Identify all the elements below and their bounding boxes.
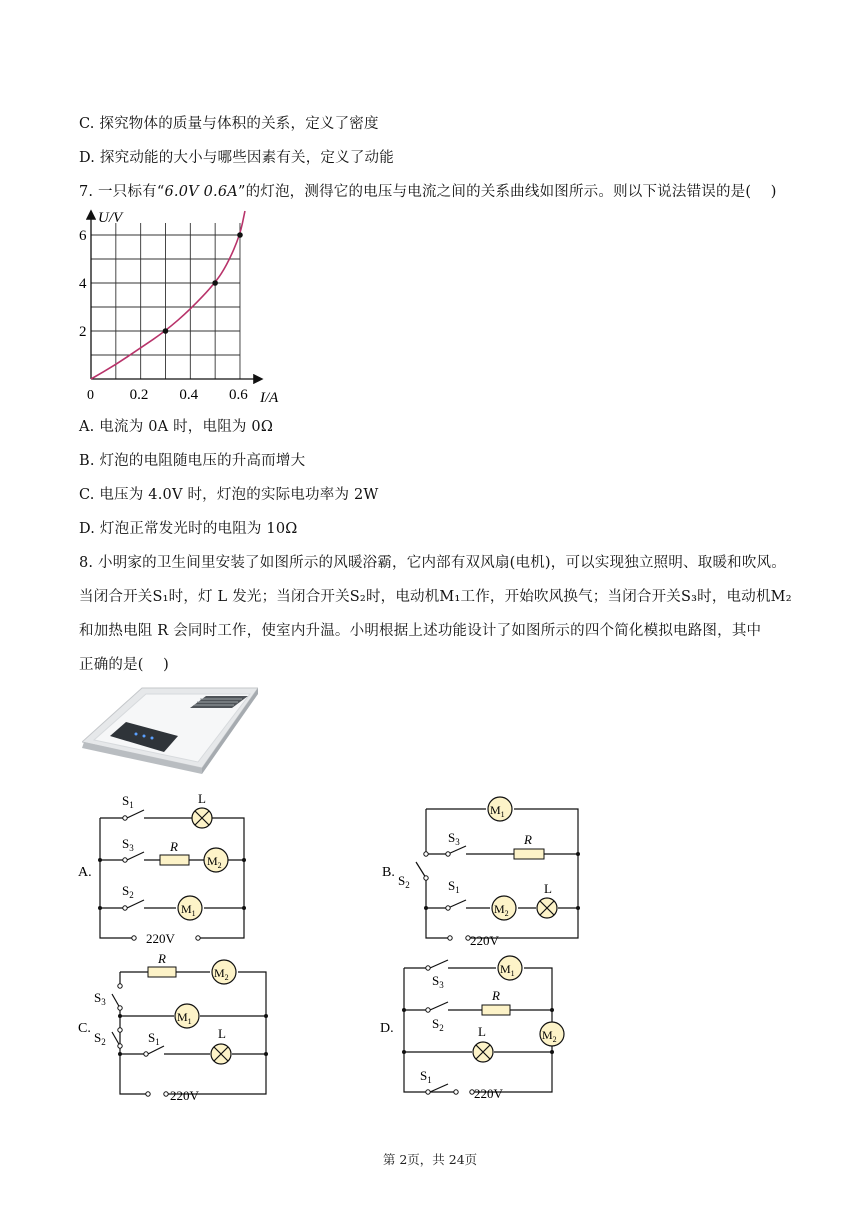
graph-grid <box>91 223 240 379</box>
q8-line-3: 和加热电阻 R 会同时工作，使室内升温。小明根据上述功能设计了如图所示的四个简化模拟电路图，其中 <box>79 623 762 639</box>
q6-option-d: D. 探究动能的大小与哪些因素有关，定义了动能 <box>79 150 394 166</box>
circuit-b-s2: $S_2$ <box>398 873 410 890</box>
page-footer: 第 2页，共 24页 <box>382 1152 478 1167</box>
q7-option-d: D. 灯泡正常发光时的电阻为 10Ω <box>79 521 298 537</box>
bath-heater-image <box>82 684 258 776</box>
x-tick-label: 0.6 <box>228 387 248 403</box>
data-point <box>163 328 169 334</box>
q7-option-c: C. 电压为 4.0V 时，灯泡的实际电功率为 2W <box>79 487 379 503</box>
circuit-d <box>378 954 588 1114</box>
circuit-d-lamp-label: L <box>478 1024 486 1039</box>
circuit-a-s3: $S_3$ <box>122 836 134 853</box>
circuit-d-s1: $S_1$ <box>420 1068 432 1085</box>
circuit-a-s1: $S_1$ <box>122 793 134 810</box>
circuit-c-supply: 220V <box>170 1088 199 1103</box>
circuit-c-label: C. <box>78 1021 91 1036</box>
circuit-a-m2: $M_2$ <box>207 854 222 870</box>
circuit-a-lamp-label: L <box>198 791 206 806</box>
circuit-b-m1: $M_1$ <box>490 803 505 819</box>
circuit-c-s2: $S_2$ <box>94 1030 106 1047</box>
circuit-c-lamp-label: L <box>218 1026 226 1041</box>
circuit-b-s1: $S_1$ <box>448 878 460 895</box>
q7-stem-rating: 6.0V 0.6A <box>164 184 238 200</box>
x-axis-label: I/A <box>260 390 279 406</box>
origin-label: 0 <box>87 388 94 403</box>
circuit-b-s3: $S_3$ <box>448 830 460 847</box>
circuit-c-resistor-label: R <box>158 951 166 966</box>
x-tick-label: 0.4 <box>179 387 199 403</box>
circuit-a <box>76 788 256 948</box>
q7-option-a: A. 电流为 0A 时，电阻为 0Ω <box>79 419 274 435</box>
q8-line-2: 当闭合开关S₁时，灯 L 发光；当闭合开关S₂时，电动机M₁工作，开始吹风换气；当闭合开关S₃时，电动机M₂ <box>79 589 792 605</box>
circuit-b-resistor-label: R <box>524 832 532 847</box>
q7-ui-graph <box>76 206 296 406</box>
circuit-a-m1: $M_1$ <box>181 902 196 918</box>
circuit-c-s3: $S_3$ <box>94 990 106 1007</box>
circuit-c-m1: $M_1$ <box>177 1010 192 1026</box>
circuit-c-s1: $S_1$ <box>148 1030 160 1047</box>
circuit-d-m1: $M_1$ <box>500 962 515 978</box>
circuit-d-label: D. <box>380 1021 394 1036</box>
ui-curve <box>91 211 245 379</box>
y-tick-label: 2 <box>79 324 87 340</box>
y-tick-label: 4 <box>79 276 87 292</box>
circuit-a-resistor-label: R <box>170 839 178 854</box>
q7-option-b: B. 灯泡的电阻随电压的升高而增大 <box>79 453 306 469</box>
q8-line-4: 正确的是( ) <box>79 657 170 673</box>
circuit-c-m2: $M_2$ <box>214 966 229 982</box>
circuit-b-supply: 220V <box>470 933 499 948</box>
data-point <box>212 280 218 286</box>
circuit-a-label: A. <box>78 865 92 880</box>
circuit-d-m2: $M_2$ <box>542 1028 557 1044</box>
y-tick-label: 6 <box>79 228 87 244</box>
circuit-d-supply: 220V <box>474 1086 503 1101</box>
circuit-b-m2: $M_2$ <box>494 902 509 918</box>
circuit-d-resistor-label: R <box>492 988 500 1003</box>
q6-option-c: C. 探究物体的质量与体积的关系，定义了密度 <box>79 116 379 132</box>
circuit-a-supply: 220V <box>146 931 175 946</box>
q7-stem-prefix: 7. 一只标有“ <box>79 184 165 200</box>
circuit-c <box>76 950 276 1110</box>
q8-line-1: 8. 小明家的卫生间里安装了如图所示的风暖浴霸，它内部有双风扇(电机)，可以实现独立照明、取暖和吹风。 <box>79 555 786 571</box>
q7-stem <box>79 180 777 201</box>
circuit-b <box>378 792 588 950</box>
y-axis-label: U/V <box>98 210 123 226</box>
circuit-a-s2: $S_2$ <box>122 883 134 900</box>
circuit-d-s2: $S_2$ <box>432 1016 444 1033</box>
circuit-b-lamp-label: L <box>544 881 552 896</box>
q7-stem-suffix: ”的灯泡，测得它的电压与电流之间的关系曲线如图所示。则以下说法错误的是( ) <box>237 184 777 200</box>
data-point <box>237 232 243 238</box>
x-tick-label: 0.2 <box>129 387 149 403</box>
circuit-d-s3: $S_3$ <box>432 973 444 990</box>
circuit-b-label: B. <box>382 865 395 880</box>
